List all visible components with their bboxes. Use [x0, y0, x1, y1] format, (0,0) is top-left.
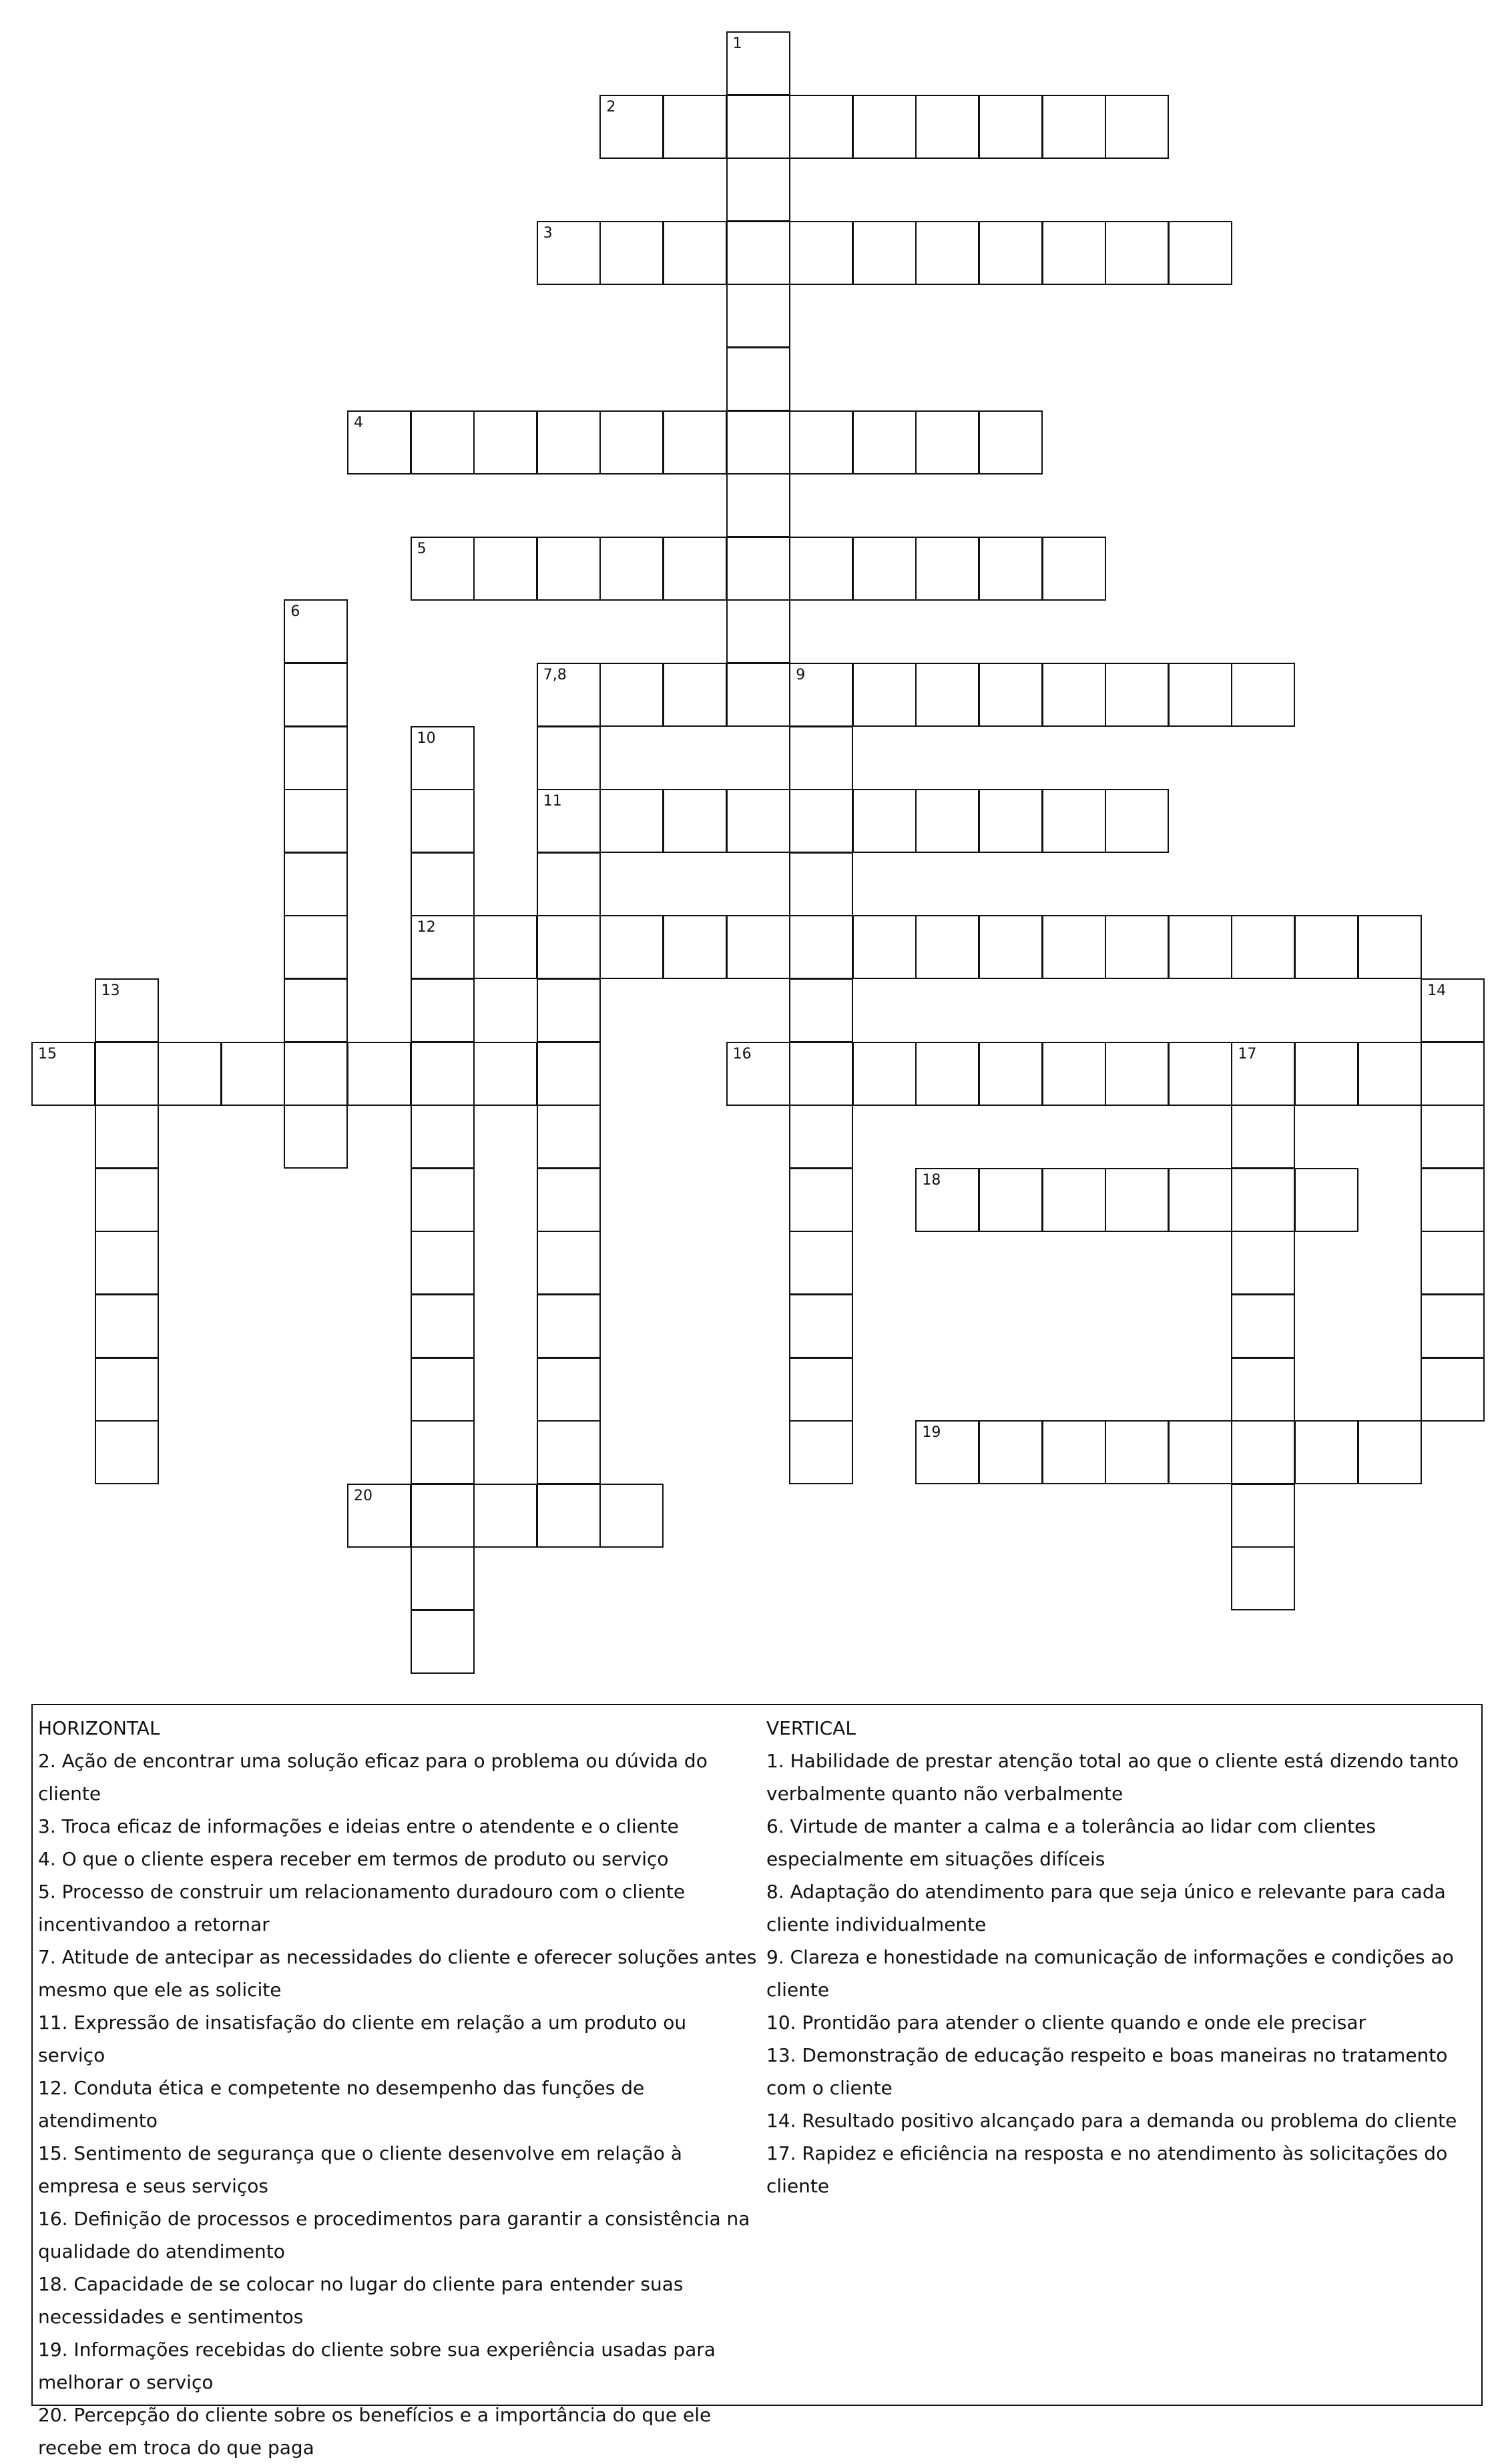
grid-cell[interactable] [1105, 915, 1169, 979]
grid-cell[interactable] [852, 915, 917, 979]
grid-cell[interactable] [411, 1105, 475, 1169]
grid-cell[interactable] [663, 915, 727, 979]
clues-vertical-title: VERTICAL [766, 1717, 856, 1739]
clue-down: 13. Demonstração de educação respeito e boas maneiras no tratamento com o cliente [766, 2044, 1448, 2099]
grid-cell[interactable] [1421, 1294, 1485, 1358]
grid-cell[interactable] [663, 537, 727, 601]
grid-cell[interactable] [411, 1420, 475, 1484]
grid-cell[interactable] [411, 1294, 475, 1358]
grid-cell[interactable] [347, 1042, 411, 1106]
grid-cell[interactable] [411, 1357, 475, 1422]
grid-cell[interactable] [537, 410, 601, 475]
clue-number: 15 [38, 1045, 57, 1062]
grid-cell[interactable] [915, 663, 979, 727]
grid-cell[interactable] [537, 1105, 601, 1169]
grid-cell[interactable] [726, 663, 790, 727]
grid-cell[interactable] [537, 915, 601, 979]
grid-cell[interactable] [915, 95, 979, 159]
clue-number: 9 [796, 667, 806, 683]
grid-cell[interactable] [789, 1168, 853, 1232]
clue-number: 3 [543, 224, 553, 242]
grid-cell[interactable] [537, 1484, 601, 1548]
grid-cell[interactable] [1294, 1042, 1358, 1106]
clues-box [31, 1704, 1483, 2459]
grid-cell[interactable] [95, 1357, 159, 1422]
grid-cell[interactable] [411, 852, 475, 916]
grid-cell[interactable] [411, 978, 475, 1042]
grid-cell[interactable] [1421, 1168, 1485, 1232]
grid-cell[interactable] [1231, 1294, 1295, 1358]
grid-cell[interactable] [726, 789, 790, 853]
grid-cell[interactable] [537, 1294, 601, 1358]
grid-cell[interactable] [915, 1420, 979, 1484]
grid-cell[interactable] [473, 410, 537, 475]
grid-cell[interactable] [537, 537, 601, 601]
clue-down: 17. Rapidez e eficiência na resposta e no atendimento às solicitações do cliente [766, 2142, 1448, 2197]
grid-cell[interactable] [1042, 95, 1106, 159]
grid-cell[interactable] [726, 95, 790, 159]
grid-cell[interactable] [1231, 1168, 1295, 1232]
grid-cell[interactable] [1421, 1231, 1485, 1295]
grid-cell[interactable] [789, 726, 853, 790]
grid-cell[interactable] [979, 1168, 1043, 1232]
grid-cell[interactable] [158, 1042, 222, 1106]
grid-cell[interactable] [726, 1042, 790, 1106]
grid-cell[interactable] [1231, 663, 1295, 727]
clue-across: 16. Definição de processos e procedimentos para garantir a consistência na qualidade do atendimento [38, 2208, 750, 2262]
grid-cell[interactable] [1042, 663, 1106, 727]
grid-cell[interactable] [284, 789, 348, 853]
grid-cell[interactable] [663, 410, 727, 475]
grid-cell[interactable] [284, 978, 348, 1042]
grid-cell[interactable] [347, 1484, 411, 1548]
grid-cell[interactable] [95, 978, 159, 1042]
clue-number: 19 [922, 1424, 941, 1442]
clue-number: 14 [1427, 982, 1447, 999]
grid-cell[interactable] [411, 1042, 475, 1106]
grid-cell[interactable] [726, 537, 790, 601]
clue-down: 9. Clareza e honestidade na comunicação de informações e condições ao cliente [766, 1946, 1454, 2001]
grid-cell[interactable] [1231, 1484, 1295, 1548]
clue-number: 7,8 [543, 667, 567, 683]
clues-horizontal-column [38, 1712, 759, 2464]
grid-cell[interactable] [852, 1042, 917, 1106]
grid-cell[interactable] [726, 410, 790, 475]
grid-cell[interactable] [95, 1294, 159, 1358]
clue-number: 16 [732, 1045, 752, 1062]
grid-cell[interactable] [852, 537, 917, 601]
grid-cell[interactable] [726, 31, 790, 95]
grid-cell[interactable] [663, 95, 727, 159]
grid-cell[interactable] [789, 978, 853, 1042]
clues-vertical-column [766, 1712, 1479, 2202]
grid-cell[interactable] [411, 726, 475, 790]
grid-cell[interactable] [1168, 221, 1232, 285]
grid-cell[interactable] [537, 663, 601, 727]
grid-cell[interactable] [789, 537, 853, 601]
grid-cell[interactable] [95, 1420, 159, 1484]
grid-cell[interactable] [1358, 1042, 1422, 1106]
clue-down: 1. Habilidade de prestar atenção total ao que o cliente está dizendo tanto verbalmente quanto não verbalmente [766, 1750, 1459, 1805]
grid-cell[interactable] [663, 221, 727, 285]
grid-cell[interactable] [1042, 537, 1106, 601]
grid-cell[interactable] [411, 789, 475, 853]
clue-across: 12. Conduta ética e competente no desempenho das funções de atendimento [38, 2077, 645, 2132]
grid-cell[interactable] [789, 1420, 853, 1484]
grid-cell[interactable] [537, 726, 601, 790]
clue-across: 20. Percepção do cliente sobre os benefícios e a importância do que ele recebe em troca do que paga [38, 2404, 712, 2459]
grid-cell[interactable] [1231, 1546, 1295, 1610]
grid-cell[interactable] [599, 537, 664, 601]
grid-cell[interactable] [789, 410, 853, 475]
grid-cell[interactable] [726, 221, 790, 285]
grid-cell[interactable] [599, 663, 664, 727]
grid-cell[interactable] [1042, 1042, 1106, 1106]
grid-cell[interactable] [852, 221, 917, 285]
grid-cell[interactable] [915, 221, 979, 285]
grid-cell[interactable] [411, 1231, 475, 1295]
grid-cell[interactable] [1168, 1420, 1232, 1484]
clue-number: 12 [417, 919, 436, 936]
clue-number: 1 [732, 35, 742, 52]
grid-cell[interactable] [726, 284, 790, 348]
grid-cell[interactable] [537, 1357, 601, 1422]
grid-cell[interactable] [537, 1231, 601, 1295]
grid-cell[interactable] [1231, 915, 1295, 979]
grid-cell[interactable] [852, 95, 917, 159]
clue-number: 2 [606, 98, 616, 115]
grid-cell[interactable] [1042, 915, 1106, 979]
grid-cell[interactable] [1231, 1420, 1295, 1484]
grid-cell[interactable] [1294, 915, 1358, 979]
grid-cell[interactable] [284, 599, 348, 663]
grid-cell[interactable] [979, 221, 1043, 285]
grid-cell[interactable] [1421, 1357, 1485, 1422]
grid-cell[interactable] [1231, 1042, 1295, 1106]
grid-cell[interactable] [915, 1042, 979, 1106]
grid-cell[interactable] [789, 221, 853, 285]
grid-cell[interactable] [852, 789, 917, 853]
clue-number: 17 [1238, 1045, 1257, 1062]
clue-down: 8. Adaptação do atendimento para que seja único e relevante para cada cliente individualmente [766, 1881, 1446, 1935]
grid-cell[interactable] [789, 1105, 853, 1169]
clue-number: 18 [922, 1171, 941, 1189]
grid-cell[interactable] [1168, 663, 1232, 727]
grid-cell[interactable] [1231, 1231, 1295, 1295]
grid-cell[interactable] [1105, 1042, 1169, 1106]
grid-cell[interactable] [789, 1294, 853, 1358]
clue-across: 4. O que o cliente espera receber em termos de produto ou serviço [38, 1848, 669, 1870]
grid-cell[interactable] [789, 663, 853, 727]
grid-cell[interactable] [1358, 1420, 1422, 1484]
grid-cell[interactable] [789, 1042, 853, 1106]
clue-number: 5 [417, 540, 427, 557]
grid-cell[interactable] [979, 789, 1043, 853]
grid-cell[interactable] [599, 95, 664, 159]
clue-number: 13 [101, 982, 120, 999]
grid-cell[interactable] [1105, 1420, 1169, 1484]
grid-cell[interactable] [599, 221, 664, 285]
grid-cell[interactable] [1168, 915, 1232, 979]
grid-cell[interactable] [537, 1168, 601, 1232]
grid-cell[interactable] [789, 95, 853, 159]
grid-cell[interactable] [1231, 1105, 1295, 1169]
clue-across: 7. Atitude de antecipar as necessidades do cliente e oferecer soluções antes mesmo que ele as solicite [38, 1946, 757, 2001]
clue-across: 5. Processo de construir um relacionamento duradouro com o cliente incentivandoo a retornar [38, 1881, 686, 1935]
grid-cell[interactable] [537, 852, 601, 916]
grid-cell[interactable] [1421, 1042, 1485, 1106]
grid-cell[interactable] [284, 915, 348, 979]
grid-cell[interactable] [1105, 95, 1169, 159]
grid-cell[interactable] [915, 1168, 979, 1232]
grid-cell[interactable] [284, 1042, 348, 1106]
grid-cell[interactable] [979, 1042, 1043, 1106]
grid-cell[interactable] [347, 410, 411, 475]
grid-cell[interactable] [537, 978, 601, 1042]
grid-cell[interactable] [663, 663, 727, 727]
clue-number: 20 [354, 1487, 372, 1504]
grid-cell[interactable] [726, 915, 790, 979]
grid-cell[interactable] [1105, 221, 1169, 285]
grid-cell[interactable] [1168, 1042, 1232, 1106]
grid-cell[interactable] [411, 1168, 475, 1232]
grid-cell[interactable] [95, 1231, 159, 1295]
grid-cell[interactable] [979, 537, 1043, 601]
grid-cell[interactable] [726, 347, 790, 411]
grid-cell[interactable] [95, 1105, 159, 1169]
grid-cell[interactable] [537, 1420, 601, 1484]
clue-across: 19. Informações recebidas do cliente sobre sua experiência usadas para melhorar o serviço [38, 2339, 716, 2393]
grid-cell[interactable] [789, 852, 853, 916]
grid-cell[interactable] [411, 1546, 475, 1610]
clue-across: 18. Capacidade de se colocar no lugar do cliente para entender suas necessidades e sentimentos [38, 2273, 684, 2328]
grid-cell[interactable] [915, 915, 979, 979]
grid-cell[interactable] [537, 221, 601, 285]
clues-horizontal-title: HORIZONTAL [38, 1717, 160, 1739]
grid-cell[interactable] [852, 410, 917, 475]
grid-cell[interactable] [221, 1042, 285, 1106]
grid-cell[interactable] [599, 410, 664, 475]
grid-cell[interactable] [599, 789, 664, 853]
grid-cell[interactable] [789, 1231, 853, 1295]
grid-cell[interactable] [663, 789, 727, 853]
grid-cell[interactable] [1042, 221, 1106, 285]
grid-cell[interactable] [31, 1042, 95, 1106]
clue-number: 10 [417, 729, 436, 747]
grid-cell[interactable] [411, 410, 475, 475]
grid-cell[interactable] [284, 663, 348, 727]
grid-cell[interactable] [599, 1484, 664, 1548]
grid-cell[interactable] [915, 410, 979, 475]
grid-cell[interactable] [473, 537, 537, 601]
grid-cell[interactable] [537, 1042, 601, 1106]
grid-cell[interactable] [1105, 789, 1169, 853]
grid-cell[interactable] [789, 915, 853, 979]
clue-across: 11. Expressão de insatisfação do cliente em relação a um produto ou serviço [38, 2012, 687, 2066]
clue-number: 11 [543, 793, 562, 810]
grid-cell[interactable] [411, 537, 475, 601]
grid-cell[interactable] [599, 915, 664, 979]
grid-cell[interactable] [979, 95, 1043, 159]
clue-down: 14. Resultado positivo alcançado para a demanda ou problema do cliente [766, 2110, 1457, 2132]
grid-cell[interactable] [537, 789, 601, 853]
grid-cell[interactable] [411, 915, 475, 979]
grid-cell[interactable] [789, 789, 853, 853]
grid-cell[interactable] [411, 1610, 475, 1674]
clue-down: 10. Prontidão para atender o cliente quando e onde ele precisar [766, 2012, 1366, 2034]
grid-cell[interactable] [1042, 1420, 1106, 1484]
grid-cell[interactable] [1105, 1168, 1169, 1232]
grid-cell[interactable] [1358, 915, 1422, 979]
clue-down: 6. Virtude de manter a calma e a tolerância ao lidar com clientes especialmente em situações difíceis [766, 1815, 1376, 1870]
grid-cell[interactable] [1168, 1168, 1232, 1232]
grid-cell[interactable] [284, 852, 348, 916]
grid-cell[interactable] [1042, 1168, 1106, 1232]
grid-cell[interactable] [726, 599, 790, 663]
grid-cell[interactable] [789, 1357, 853, 1422]
grid-cell[interactable] [284, 726, 348, 790]
grid-cell[interactable] [95, 1042, 159, 1106]
grid-cell[interactable] [473, 915, 537, 979]
grid-cell[interactable] [284, 1105, 348, 1169]
grid-cell[interactable] [852, 663, 917, 727]
grid-cell[interactable] [726, 473, 790, 537]
grid-cell[interactable] [1294, 1420, 1358, 1484]
grid-cell[interactable] [411, 1484, 475, 1548]
grid-cell[interactable] [1105, 663, 1169, 727]
grid-cell[interactable] [1421, 1105, 1485, 1169]
clue-across: 15. Sentimento de segurança que o cliente desenvolve em relação à empresa e seus serviços [38, 2142, 682, 2197]
grid-cell[interactable] [979, 663, 1043, 727]
grid-cell[interactable] [1294, 1168, 1358, 1232]
clue-across: 2. Ação de encontrar uma solução eficaz para o problema ou dúvida do cliente [38, 1750, 708, 1805]
clue-number: 6 [290, 603, 300, 621]
grid-cell[interactable] [979, 915, 1043, 979]
grid-cell[interactable] [95, 1168, 159, 1232]
grid-cell[interactable] [1231, 1357, 1295, 1422]
grid-cell[interactable] [473, 1484, 537, 1548]
clue-number: 4 [354, 414, 363, 431]
grid-cell[interactable] [473, 1042, 537, 1106]
grid-cell[interactable] [979, 410, 1043, 475]
grid-cell[interactable] [915, 789, 979, 853]
grid-cell[interactable] [915, 537, 979, 601]
grid-cell[interactable] [1421, 978, 1485, 1042]
grid-cell[interactable] [726, 158, 790, 222]
grid-cell[interactable] [1042, 789, 1106, 853]
clue-across: 3. Troca eficaz de informações e ideias entre o atendente e o cliente [38, 1815, 679, 1837]
grid-cell[interactable] [979, 1420, 1043, 1484]
